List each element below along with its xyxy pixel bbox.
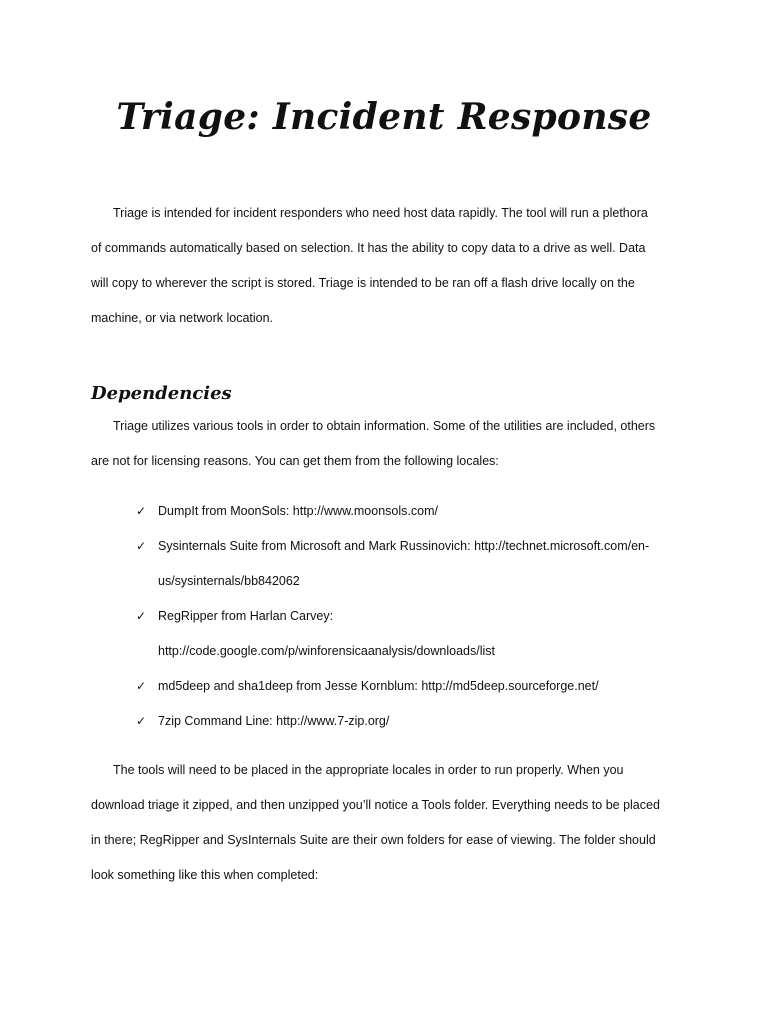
dependency-text: md5deep and sha1deep from Jesse Kornblum: http://md5deep.sourceforge.net/ [158,679,599,693]
tools-line: The tools will need to be placed in the appropriate locales in order to run properly. When you [113,763,624,777]
dependency-text: 7zip Command Line: http://www.7-zip.org/ [158,714,390,728]
intro-line: will copy to wherever the script is stored. Triage is intended to be ran off a flash drive locally on the [91,276,635,290]
checkmark-icon: ✓ [136,609,147,623]
tools-paragraph [91,753,691,893]
dependencies-line: are not for licensing reasons. You can get them from the following locales: [91,454,499,468]
checkmark-icon: ✓ [136,714,147,728]
checkmark-icon: ✓ [136,504,147,518]
intro-paragraph [91,196,691,336]
dependency-text: Sysinternals Suite from Microsoft and Mark Russinovich: http://technet.microsoft.com/en- [158,539,650,553]
dependency-item-sysinternals [136,529,696,599]
dependency-text: http://code.google.com/p/winforensicaanalysis/downloads/list [158,644,495,658]
intro-line: of commands automatically based on selection. It has the ability to copy data to a drive as well. Data [91,241,646,255]
tools-line: look something like this when completed: [91,868,319,882]
dependency-text: RegRipper from Harlan Carvey: [158,609,334,623]
intro-line: machine, or via network location. [91,311,274,325]
dependency-text: DumpIt from MoonSols: http://www.moonsols.com/ [158,504,438,518]
checkmark-icon: ✓ [136,539,147,553]
dependency-item-7zip [136,704,696,739]
tools-line: download triage it zipped, and then unzipped you’ll notice a Tools folder. Everything needs to be placed [91,798,660,812]
dependencies-line: Triage utilizes various tools in order to obtain information. Some of the utilities are included, others [113,419,656,433]
document-title: Triage: Incident Response [116,96,652,138]
dependency-item-md5deep [136,669,696,704]
dependency-text: us/sysinternals/bb842062 [158,574,300,588]
dependencies-list [136,494,696,739]
dependencies-paragraph [91,409,691,479]
dependencies-heading: Dependencies [91,383,232,404]
dependency-item-regripper [136,599,696,669]
intro-line: Triage is intended for incident responders who need host data rapidly. The tool will run a plethora [113,206,648,220]
tools-line: in there; RegRipper and SysInternals Suite are their own folders for ease of viewing. The folder should [91,833,656,847]
dependency-item-dumpit [136,494,696,529]
checkmark-icon: ✓ [136,679,147,693]
